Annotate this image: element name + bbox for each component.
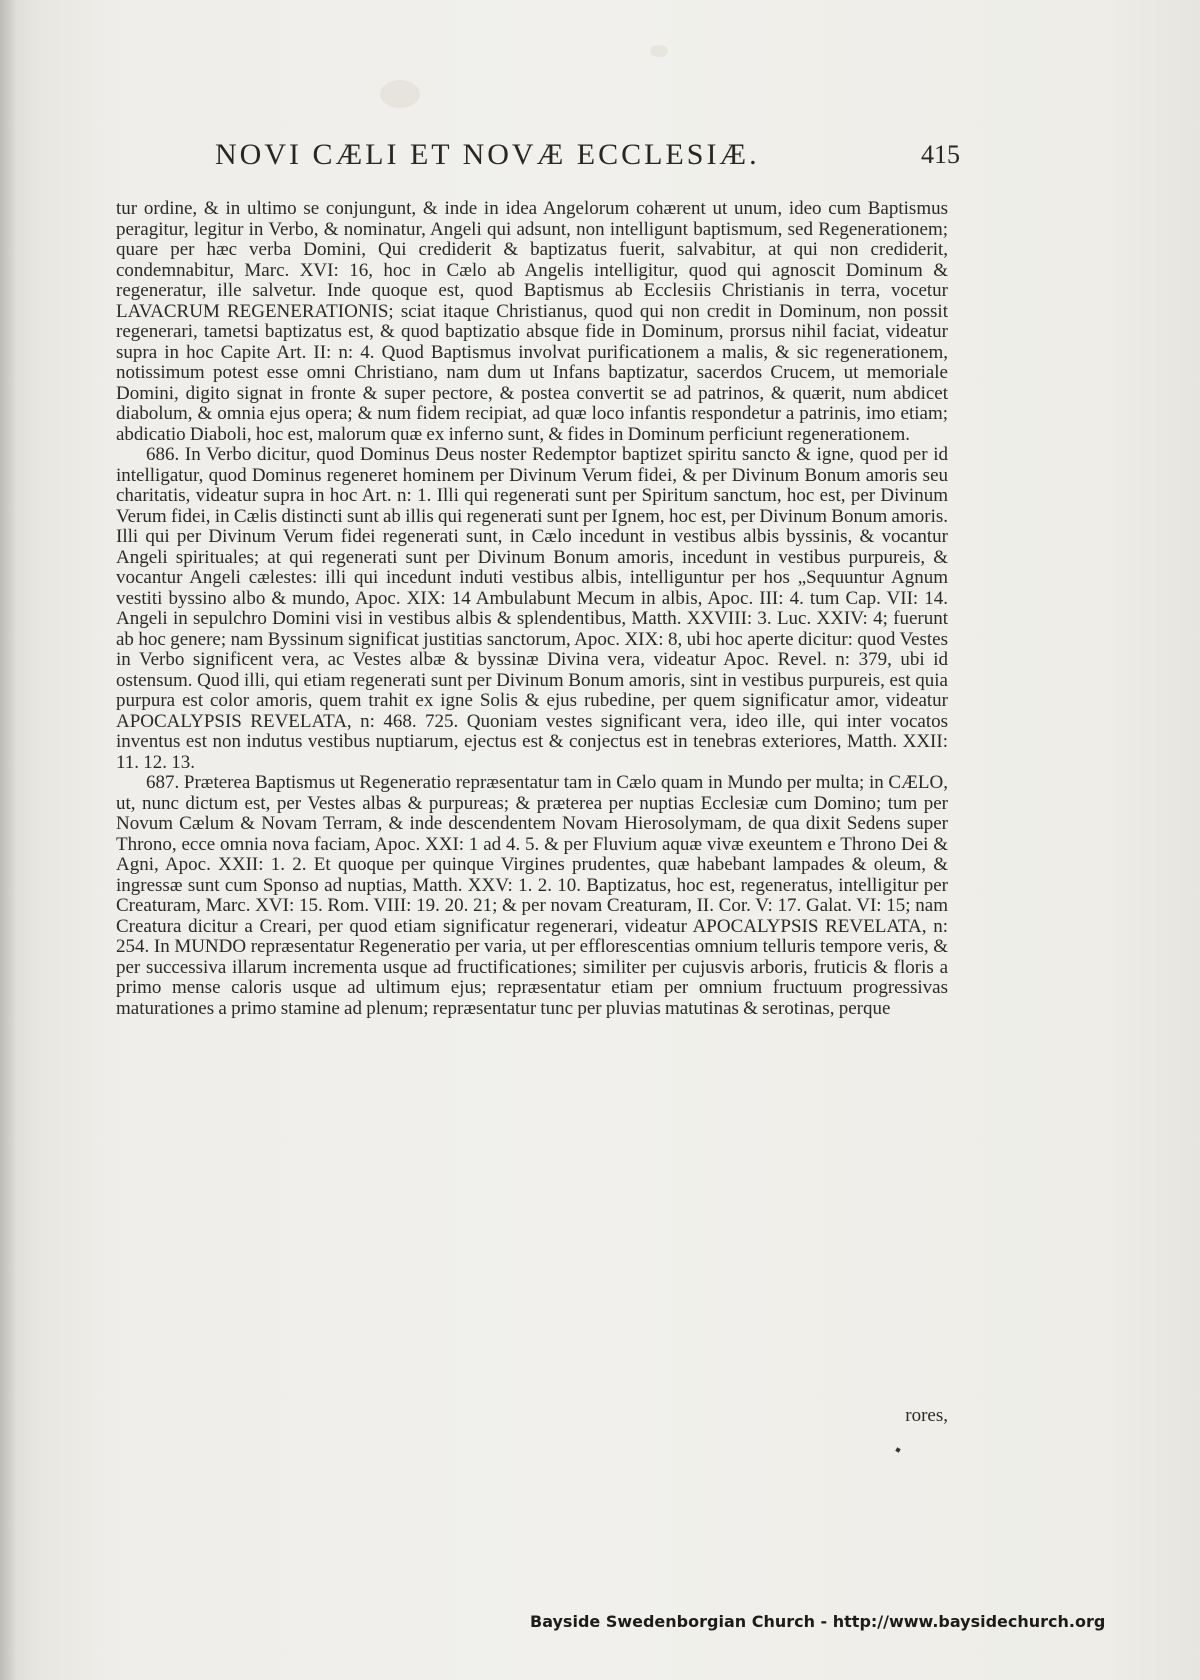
page-number: 415 [921,140,960,169]
catchword: rores, [905,1405,948,1426]
footer-credit: Bayside Swedenborgian Church - http://www.baysidechurch.org [530,1612,1106,1631]
paragraph-continuation: tur ordine, & in ultimo se conjungunt, & inde in idea Angelorum cohærent ut unum, ideo cum Baptismus peragitur, legitur in Verbo, & nominatur, Angeli qui adsunt, non intelligunt baptismum, sed Regenerationem; quare per hæc verba Domini, Qui crediderit & baptizatus fuerit, salvabitur, at qui non crediderit, condemnabitur, Marc. XVI: 16, hoc in Cælo ab Angelis intelligitur, quod qui agnoscit Dominum & regeneratur, ille salvetur. Inde quoque est, quod Baptismus ab Ecclesiis Christianis in terra, vocetur LAVACRUM REGENERATIONIS; sciat itaque Christianus, quod qui non credit in Dominum, non possit regenerari, tametsi baptizatus est, & quod baptizatio absque fide in Dominum, prorsus nihil faciat, videatur supra in hoc Capite Art. II: n: 4. Quod Baptismus involvat purificationem a malis, & sic regenerationem, notissimum potest esse omni Christiano, nam dum ut Infans baptizatur, sacerdos Crucem, ut memoriale Domini, digito signat in fronte & super pectore, & postea convertit se ad patrinos, & quærit, num abdicet diabolum, & omnia ejus opera; & num fidem recipiat, ad quæ loco infantis respondetur a patrinis, imo etiam; abdicatio Diaboli, hoc est, malorum quæ ex inferno sunt, & fides in Dominum perficiunt regenerationem. [116,198,948,445]
paragraph-687: 687. Præterea Baptismus ut Regeneratio repræsentatur tam in Cælo quam in Mundo per multa; in CÆLO, ut, nunc dictum est, per Vestes albas & purpureas; & præterea per nuptias Ecclesiæ cum Domino; tum per Novum Cælum & Novam Terram, & inde descendentem Novam Hierosolymam, de qua dixit Sedens super Throno, ecce omnia nova faciam, Apoc. XXI: 1 ad 4. 5. & per Fluvium aquæ vivæ exeuntem e Throno Dei & Agni, Apoc. XXII: 1. 2. Et quoque per quinque Virgines prudentes, quæ habebant lampades & oleum, & ingressæ sunt cum Sponso ad nuptias, Matth. XXV: 1. 2. 10. Baptizatus, hoc est, regeneratus, intelligitur per Creaturam, Marc. XVI: 15. Rom. VIII: 19. 20. 21; & per novam Creaturam, II. Cor. V: 17. Galat. VI: 15; nam Creatura dicitur a Creari, per quod etiam significatur regenerari, videatur APOCALYPSIS REVELATA, n: 254. In MUNDO repræsentatur Regeneratio per varia, ut per efflorescentias omnium telluris tempore veris, & per successiva illarum incrementa usque ad fructificationes; similiter per cujusvis arboris, fruticis & floris a primo mense caloris usque ad ultimum ejus; repræsentatur etiam per omnium fructuum progressivas maturationes a primo stamine ad plenum; repræsentatur tunc per pluvias matutinas & serotinas, perque [116,772,948,1019]
running-title: NOVI CÆLI ET NOVÆ ECCLESIÆ. [215,138,760,171]
body-text [116,199,948,1019]
page-header [215,138,960,178]
paper-stain [650,45,668,57]
paragraph-686: 686. In Verbo dicitur, quod Dominus Deus noster Redemptor baptizet spiritu sancto & igne, quod per id intelligatur, quod Dominus regeneret hominem per Divinum Verum fidei, & per Divinum Bonum amoris seu charitatis, videatur supra in hoc Art. n: 1. Illi qui regenerati sunt per Spiritum sanctum, hoc est, per Divinum Verum fidei, in Cælis distincti sunt ab illis qui regenerati sunt per Ignem, hoc est, per Divinum Bonum amoris. Illi qui per Divinum Verum fidei regenerati sunt, in Cælo incedunt in vestibus albis byssinis, & vocantur Angeli spirituales; at qui regenerati sunt per Divinum Bonum amoris, incedunt in vestibus purpureis, & vocantur Angeli cælestes: illi qui incedunt induti vestibus albis, intelliguntur per hos „Sequuntur Agnum vestiti byssino albo & mundo, Apoc. XIX: 14 Ambulabunt Mecum in albis, Apoc. III: 4. tum Cap. VII: 14. Angeli in sepulchro Domini visi in vestibus albis & splendentibus, Matth. XXVIII: 3. Luc. XXIV: 4; fuerunt ab hoc genere; nam Byssinum significat justitias sanctorum, Apoc. XIX: 8, ubi hoc aperte dicitur: quod Vestes in Verbo significent vera, ac Vestes albæ & byssinæ Divina vera, videatur Apoc. Revel. n: 379, ubi id ostensum. Quod illi, qui etiam regenerati sunt per Divinum Bonum amoris, sint in vestibus purpureis, est quia purpura est color amoris, quem trahit ex igne Solis & ejus rubedine, per quem significatur amor, videatur APOCALYPSIS REVELATA, n: 468. 725. Quoniam vestes significant vera, ideo ille, qui inter vocatos inventus est non indutus vestibus nuptiarum, ejectus est & conjectus est in tenebras exteriores, Matth. XXII: 11. 12. 13. [116,444,948,773]
paper-stain [380,80,420,108]
ink-mark [895,1447,900,1452]
binding-shadow [0,0,16,1680]
